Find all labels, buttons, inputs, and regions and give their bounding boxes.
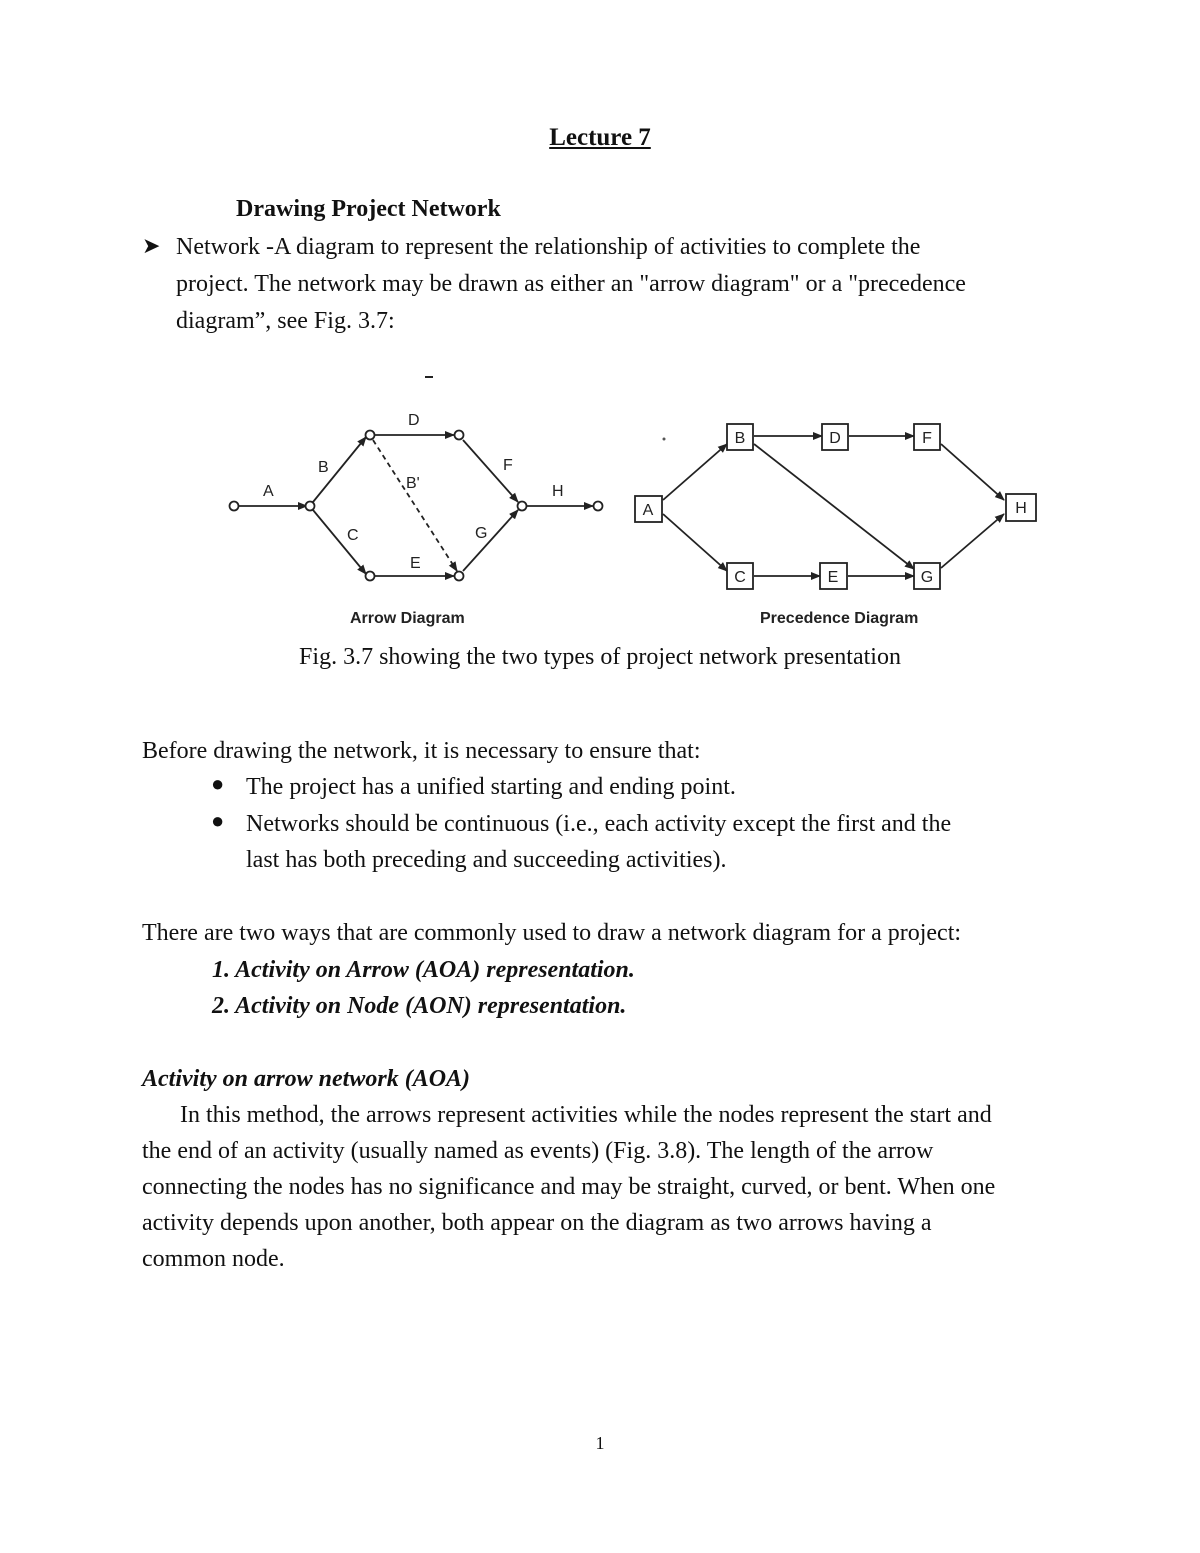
aoa-label-g: G: [475, 525, 488, 542]
bullet-2-line-1: Networks should be continuous (i.e., each activity except the first and the: [246, 811, 952, 837]
aoa-label-c: C: [347, 527, 359, 544]
page-number: 1: [595, 1433, 605, 1453]
ways-item-1: 1. Activity on Arrow (AOA) representation.: [212, 957, 635, 983]
aoa-label-f: F: [503, 457, 513, 474]
network-def-line-3: diagram”, see Fig. 3.7:: [176, 308, 395, 334]
aoa-label-e: E: [410, 555, 421, 572]
precedence-diagram: [635, 424, 1036, 589]
before-drawing-intro: Before drawing the network, it is necessary to ensure that:: [142, 738, 701, 764]
aoa-heading: Activity on arrow network (AOA): [142, 1066, 471, 1092]
aon-node-a: A: [642, 502, 654, 519]
ways-item-2: 2. Activity on Node (AON) representation.: [212, 993, 627, 1019]
aoa-line-2: the end of an activity (usually named as events) (Fig. 3.8). The length of the arrow: [142, 1138, 934, 1164]
aoa-line-4: activity depends upon another, both appear on the diagram as two arrows having a: [142, 1210, 932, 1236]
section-heading: Drawing Project Network: [236, 196, 501, 222]
aon-node-e: E: [827, 569, 839, 586]
aoa-label-a: A: [263, 483, 274, 500]
aon-node-g: G: [920, 569, 934, 586]
bullet-2-line-2: last has both preceding and succeeding activities).: [246, 847, 727, 873]
figure-3-7: [220, 360, 1060, 640]
ways-intro: There are two ways that are commonly used to draw a network diagram for a project:: [142, 920, 962, 946]
aon-node-d: D: [829, 430, 841, 447]
precedence-diagram-label: Precedence Diagram: [760, 610, 919, 627]
aoa-label-b: B: [318, 459, 329, 476]
network-def-line-1: Network -A diagram to represent the relationship of activities to complete the: [176, 234, 921, 260]
figure-caption: Fig. 3.7 showing the two types of project network presentation: [299, 644, 901, 670]
arrow-bullet-icon: ➤: [142, 233, 161, 258]
aoa-label-b-prime: B': [406, 475, 420, 492]
aon-node-f: F: [922, 430, 932, 447]
aoa-label-d: D: [408, 412, 420, 429]
bullet-1-line-1: The project has a unified starting and ending point.: [246, 774, 736, 800]
aoa-line-1: In this method, the arrows represent activities while the nodes represent the start and: [180, 1102, 992, 1128]
aoa-line-3: connecting the nodes has no significance and may be straight, curved, or bent. When one: [142, 1174, 996, 1200]
network-def-line-2: project. The network may be drawn as either an "arrow diagram" or a "precedence: [176, 271, 966, 297]
aon-node-c: C: [734, 569, 746, 586]
page-title: Lecture 7: [549, 124, 651, 151]
aoa-label-h: H: [552, 483, 564, 500]
bullet-dot-icon: ●: [211, 808, 225, 833]
arrow-diagram-label: Arrow Diagram: [350, 610, 465, 627]
bullet-dot-icon: ●: [211, 771, 225, 796]
aon-node-b: B: [734, 430, 746, 447]
aon-node-h: H: [1015, 500, 1027, 517]
aoa-line-5: common node.: [142, 1246, 285, 1272]
